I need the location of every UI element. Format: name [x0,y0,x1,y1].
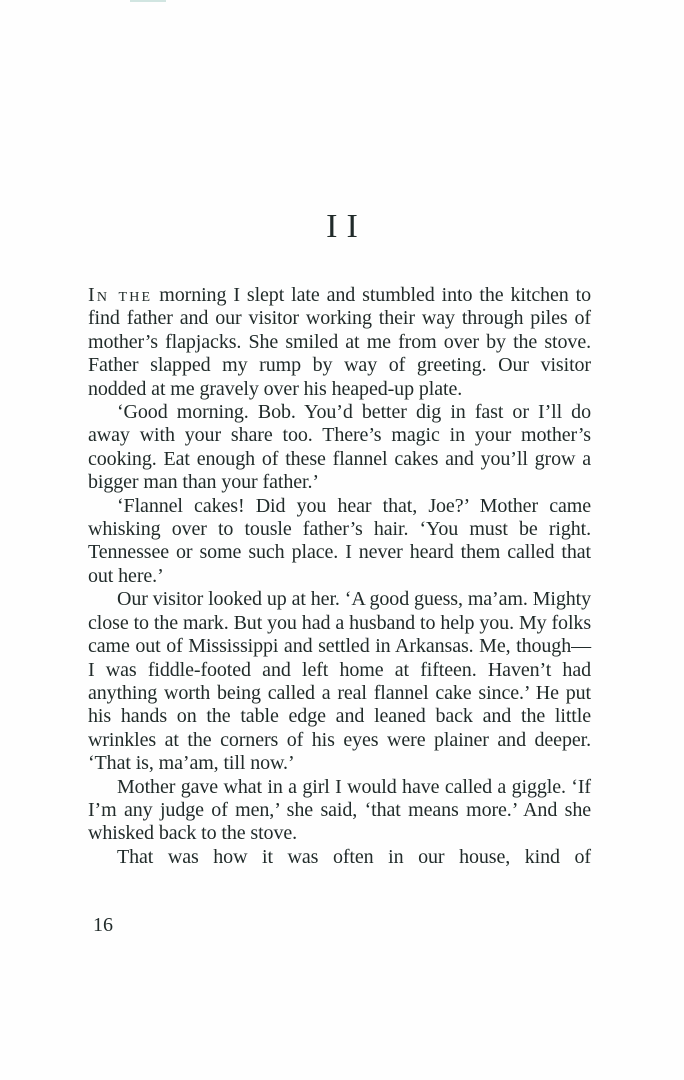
paragraph: Our visitor looked up at her. ‘A good guess, ma’am. Mighty close to the mark. But you had a husband to help you. My folks came out of Mississippi and settled in Arkansas. Me, though—I was fiddle-footed and left home at fifteen. Haven’t had anything worth being called a real flannel cake since.’ He put his hands on the table edge and leaned back and the little wrinkles at the corners of his eyes were plainer and deeper. ‘That is, ma’am, till now.’ [88,588,591,775]
chapter-heading: II [326,208,367,245]
paragraph: ‘Good morning. Bob. You’d better dig in fast or I’ll do away with your share too. There’s magic in your mother’s cooking. Eat enough of these flannel cakes and you’ll grow a bigger man than your father.’ [88,401,591,494]
paragraph-text: morning I slept late and stumbled into the kitchen to find father and our visitor working their way through piles of mother’s flapjacks. She smiled at me from over by the stove. Father slapped my rump by way of greeting. Our visitor nodded at me gravely over his heaped-up plate. [88,284,592,400]
paragraph: ‘Flannel cakes! Did you hear that, Joe?’ Mother came whisking over to tousle father’s hair. ‘You must be right. Tennessee or some such place. I never heard them called that out here.’ [88,494,591,587]
paragraph: That was how it was often in our house, kind of [117,845,591,868]
scan-artifact-smudge [130,0,166,2]
paragraph [88,284,591,401]
text-block [88,284,591,869]
paragraph: Mother gave what in a girl I would have called a giggle. ‘If I’m any judge of men,’ she said, ‘that means more.’ And she whisked back to the stove. [88,775,591,845]
page-number: 16 [93,914,113,936]
paragraph-lead-small-caps: In the [88,284,153,306]
